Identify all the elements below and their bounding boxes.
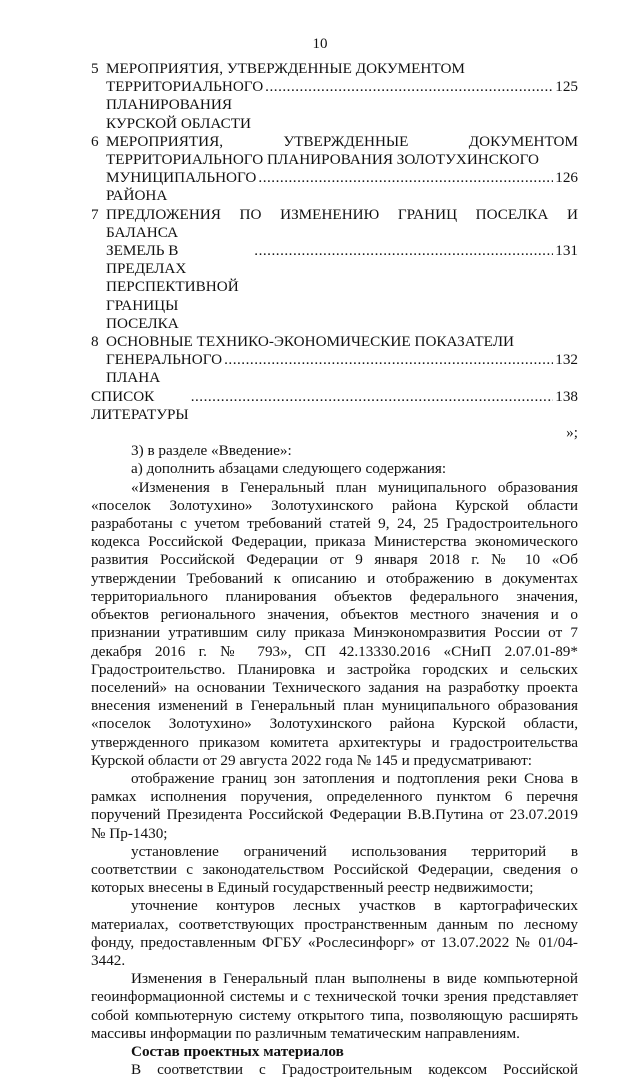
toc-leader-line: [106, 242, 578, 333]
closing-quote: »;: [566, 424, 578, 442]
toc-title: ОСНОВНЫЕ ТЕХНИКО-ЭКОНОМИЧЕСКИЕ ПОКАЗАТЕЛИ: [106, 333, 514, 351]
toc-page: 131: [555, 242, 578, 260]
item-a: а) дополнить абзацами следующего содержания:: [131, 460, 447, 478]
item-3: 3) в разделе «Введение»:: [131, 442, 292, 460]
paragraph-last-line: В соответствии с Градостроительным кодексом Российской: [131, 1061, 578, 1079]
toc-number: 7: [91, 205, 99, 223]
paragraph-flood-zones: отображение границ зон затопления и подтопления реки Снова в рамках исполнения поручения, определенного пунктом 6 перечня поручений Президента Российской Федерации В.В.Путина от 23.07.2019 № Пр-1430;: [91, 769, 578, 842]
toc-page: 125: [555, 78, 578, 96]
toc-number: 5: [91, 60, 99, 77]
toc-title-end: МУНИЦИПАЛЬНОГО РАЙОНА: [106, 169, 257, 205]
toc-title-end: ТЕРРИТОРИАЛЬНОГО ПЛАНИРОВАНИЯ КУРСКОЙ ОБЛАСТИ: [106, 78, 264, 132]
paragraph-gis: Изменения в Генеральный план выполнены в виде компьютерной геоинформационной системы и с технической точки зрения представляет собой компьютерную систему открытого типа, позволяющую расширять массивы информации по различным тематическим направлениям.: [91, 970, 578, 1042]
toc-item-8: [91, 333, 578, 388]
toc-number: 6: [91, 132, 99, 150]
toc-leader-line: [106, 351, 578, 387]
toc-title-end: ЗЕМЕЛЬ В ПРЕДЕЛАХ ПЕРСПЕКТИВНОЙ ГРАНИЦЫ ПОСЕЛКА: [106, 242, 239, 332]
toc-item-6: [91, 133, 578, 206]
toc-title: ПРЕДЛОЖЕНИЯ ПО ИЗМЕНЕНИЮ ГРАНИЦ ПОСЕЛКА И БАЛАНСА: [106, 205, 578, 241]
page-content: [91, 60, 578, 1079]
page-number: 10: [312, 36, 328, 52]
section-heading: Состав проектных материалов: [131, 1042, 344, 1060]
toc-title: МЕРОПРИЯТИЯ, УТВЕРЖДЕННЫЕ ДОКУМЕНТОМ ТЕРРИТОРИАЛЬНОГО ПЛАНИРОВАНИЯ ЗОЛОТУХИНСКОГО: [106, 132, 578, 169]
toc-leader-line: [106, 169, 578, 205]
paragraph-forest: уточнение контуров лесных участков в картографических материалах, соответствующих пространственным данным по лесному фонду, предоставленным ФГБУ «Рослесинфорг» от 13.07.2022 № 01/04-3442.: [91, 897, 578, 969]
paragraph-restrictions: установление ограничений использования территорий в соответствии с законодательством Российской Федерации, сведения о которых внесены в Единый государственный реестр недвижимости;: [91, 842, 578, 897]
toc-literature: [91, 388, 578, 424]
toc-literature-title: СПИСОК ЛИТЕРАТУРЫ: [91, 387, 189, 423]
toc-dot-leader: [258, 169, 553, 187]
toc-dot-leader: [191, 388, 554, 406]
toc-dot-leader: [265, 78, 553, 96]
toc-leader-line: [106, 78, 578, 133]
toc-page: 126: [555, 169, 578, 187]
toc-item-5: [91, 60, 578, 133]
toc-dot-leader: [254, 242, 553, 260]
toc-page: 132: [555, 351, 578, 369]
toc-item-7: [91, 206, 578, 333]
toc-title: МЕРОПРИЯТИЯ, УТВЕРЖДЕННЫЕ ДОКУМЕНТОМ: [106, 60, 465, 77]
toc-title-end: ГЕНЕРАЛЬНОГО ПЛАНА: [106, 351, 223, 387]
paragraph-intro: «Изменения в Генеральный план муниципального образования «поселок Золотухино» Золотухинского района Курской области разработаны с учетом требований статей 9, 24, 25 Градостроительного кодекса Российской Федерации, приказа Министерства экономического развития Российской Федерации от 9 января 2018 г. № 10 «Об утверждении Требований к описанию и отображению в документах территориального планирования объектов федерального значения, объектов регионального значения, объектов местного значения и о признании утратившим силу приказа Минэкономразвития России от 7 декабря 2016 г. № 793», СП 42.13330.2016 «СНиП 2.07.01-89* Градостроительство. Планировка и застройка городских и сельских поселений» на основании Технического задания на разработку проекта внесения изменений в Генеральный план муниципального образования «поселок Золотухино» Золотухинского района Курской области, утвержденного приказом комитета архитектуры и градостроительства Курской области от 29 августа 2022 года № 145 и предусматривают:: [91, 478, 578, 769]
toc-number: 8: [91, 333, 99, 351]
toc-dot-leader: [224, 351, 553, 369]
toc-literature-page: 138: [555, 387, 578, 405]
